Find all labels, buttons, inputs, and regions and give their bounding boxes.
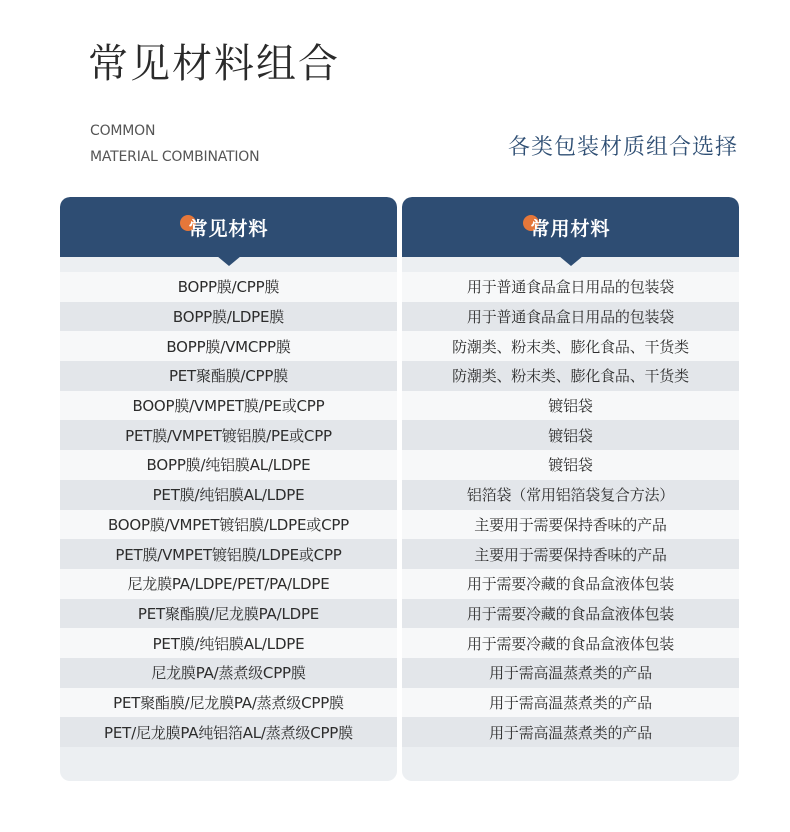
usage-row: 主要用于需要保持香味的产品	[402, 539, 739, 569]
material-row: PET膜/纯铝膜AL/LDPE	[60, 480, 397, 510]
usage-row: 用于需要冷藏的食品盒液体包装	[402, 628, 739, 658]
material-row: PET聚酯膜/尼龙膜PA/LDPE	[60, 599, 397, 629]
usage-row: 镀铝袋	[402, 391, 739, 421]
page-title: 常见材料组合	[88, 41, 340, 87]
common-materials-panel	[60, 197, 397, 781]
material-row: BOPP膜/纯铝膜AL/LDPE	[60, 450, 397, 480]
usage-row: 主要用于需要保持香味的产品	[402, 510, 739, 540]
material-row: BOOP膜/VMPET镀铝膜/LDPE或CPP	[60, 510, 397, 540]
material-row: BOPP膜/LDPE膜	[60, 302, 397, 332]
usage-header	[402, 197, 739, 257]
material-row: PET膜/VMPET镀铝膜/PE或CPP	[60, 420, 397, 450]
common-materials-header	[60, 197, 397, 257]
material-row: PET膜/VMPET镀铝膜/LDPE或CPP	[60, 539, 397, 569]
english-subtitle	[90, 118, 259, 170]
material-row: 尼龙膜PA/LDPE/PET/PA/LDPE	[60, 569, 397, 599]
usage-heading: 常用材料	[530, 217, 611, 240]
usage-row: 用于普通食品盒日用品的包装袋	[402, 302, 739, 332]
usage-row: 用于需高温蒸煮类的产品	[402, 688, 739, 718]
section-tagline: 各类包装材质组合选择	[507, 135, 738, 160]
usage-row: 镀铝袋	[402, 450, 739, 480]
usage-row: 用于需要冷藏的食品盒液体包装	[402, 599, 739, 629]
material-row: PET膜/纯铝膜AL/LDPE	[60, 628, 397, 658]
material-row: BOPP膜/CPP膜	[60, 272, 397, 302]
header-pointer-icon	[559, 256, 583, 266]
usage-panel	[402, 197, 739, 781]
material-row: PET聚酯膜/尼龙膜PA/蒸煮级CPP膜	[60, 688, 397, 718]
usage-row: 防潮类、粉末类、膨化食品、干货类	[402, 331, 739, 361]
usage-row: 镀铝袋	[402, 420, 739, 450]
material-row: BOPP膜/VMCPP膜	[60, 331, 397, 361]
material-row: PET/尼龙膜PA纯铝箔AL/蒸煮级CPP膜	[60, 717, 397, 747]
usage-list	[402, 257, 739, 747]
usage-row: 用于需高温蒸煮类的产品	[402, 717, 739, 747]
usage-row: 用于需高温蒸煮类的产品	[402, 658, 739, 688]
common-materials-heading: 常见材料	[188, 217, 269, 240]
material-row: PET聚酯膜/CPP膜	[60, 361, 397, 391]
usage-row: 用于需要冷藏的食品盒液体包装	[402, 569, 739, 599]
common-materials-list	[60, 257, 397, 747]
english-subtitle-line-2: MATERIAL COMBINATION	[90, 149, 260, 165]
usage-row: 用于普通食品盒日用品的包装袋	[402, 272, 739, 302]
usage-row: 防潮类、粉末类、膨化食品、干货类	[402, 361, 739, 391]
english-subtitle-line-1: COMMON	[90, 123, 156, 139]
material-row: 尼龙膜PA/蒸煮级CPP膜	[60, 658, 397, 688]
usage-row: 铝箔袋（常用铝箔袋复合方法）	[402, 480, 739, 510]
header-pointer-icon	[217, 256, 241, 266]
material-row: BOOP膜/VMPET膜/PE或CPP	[60, 391, 397, 421]
